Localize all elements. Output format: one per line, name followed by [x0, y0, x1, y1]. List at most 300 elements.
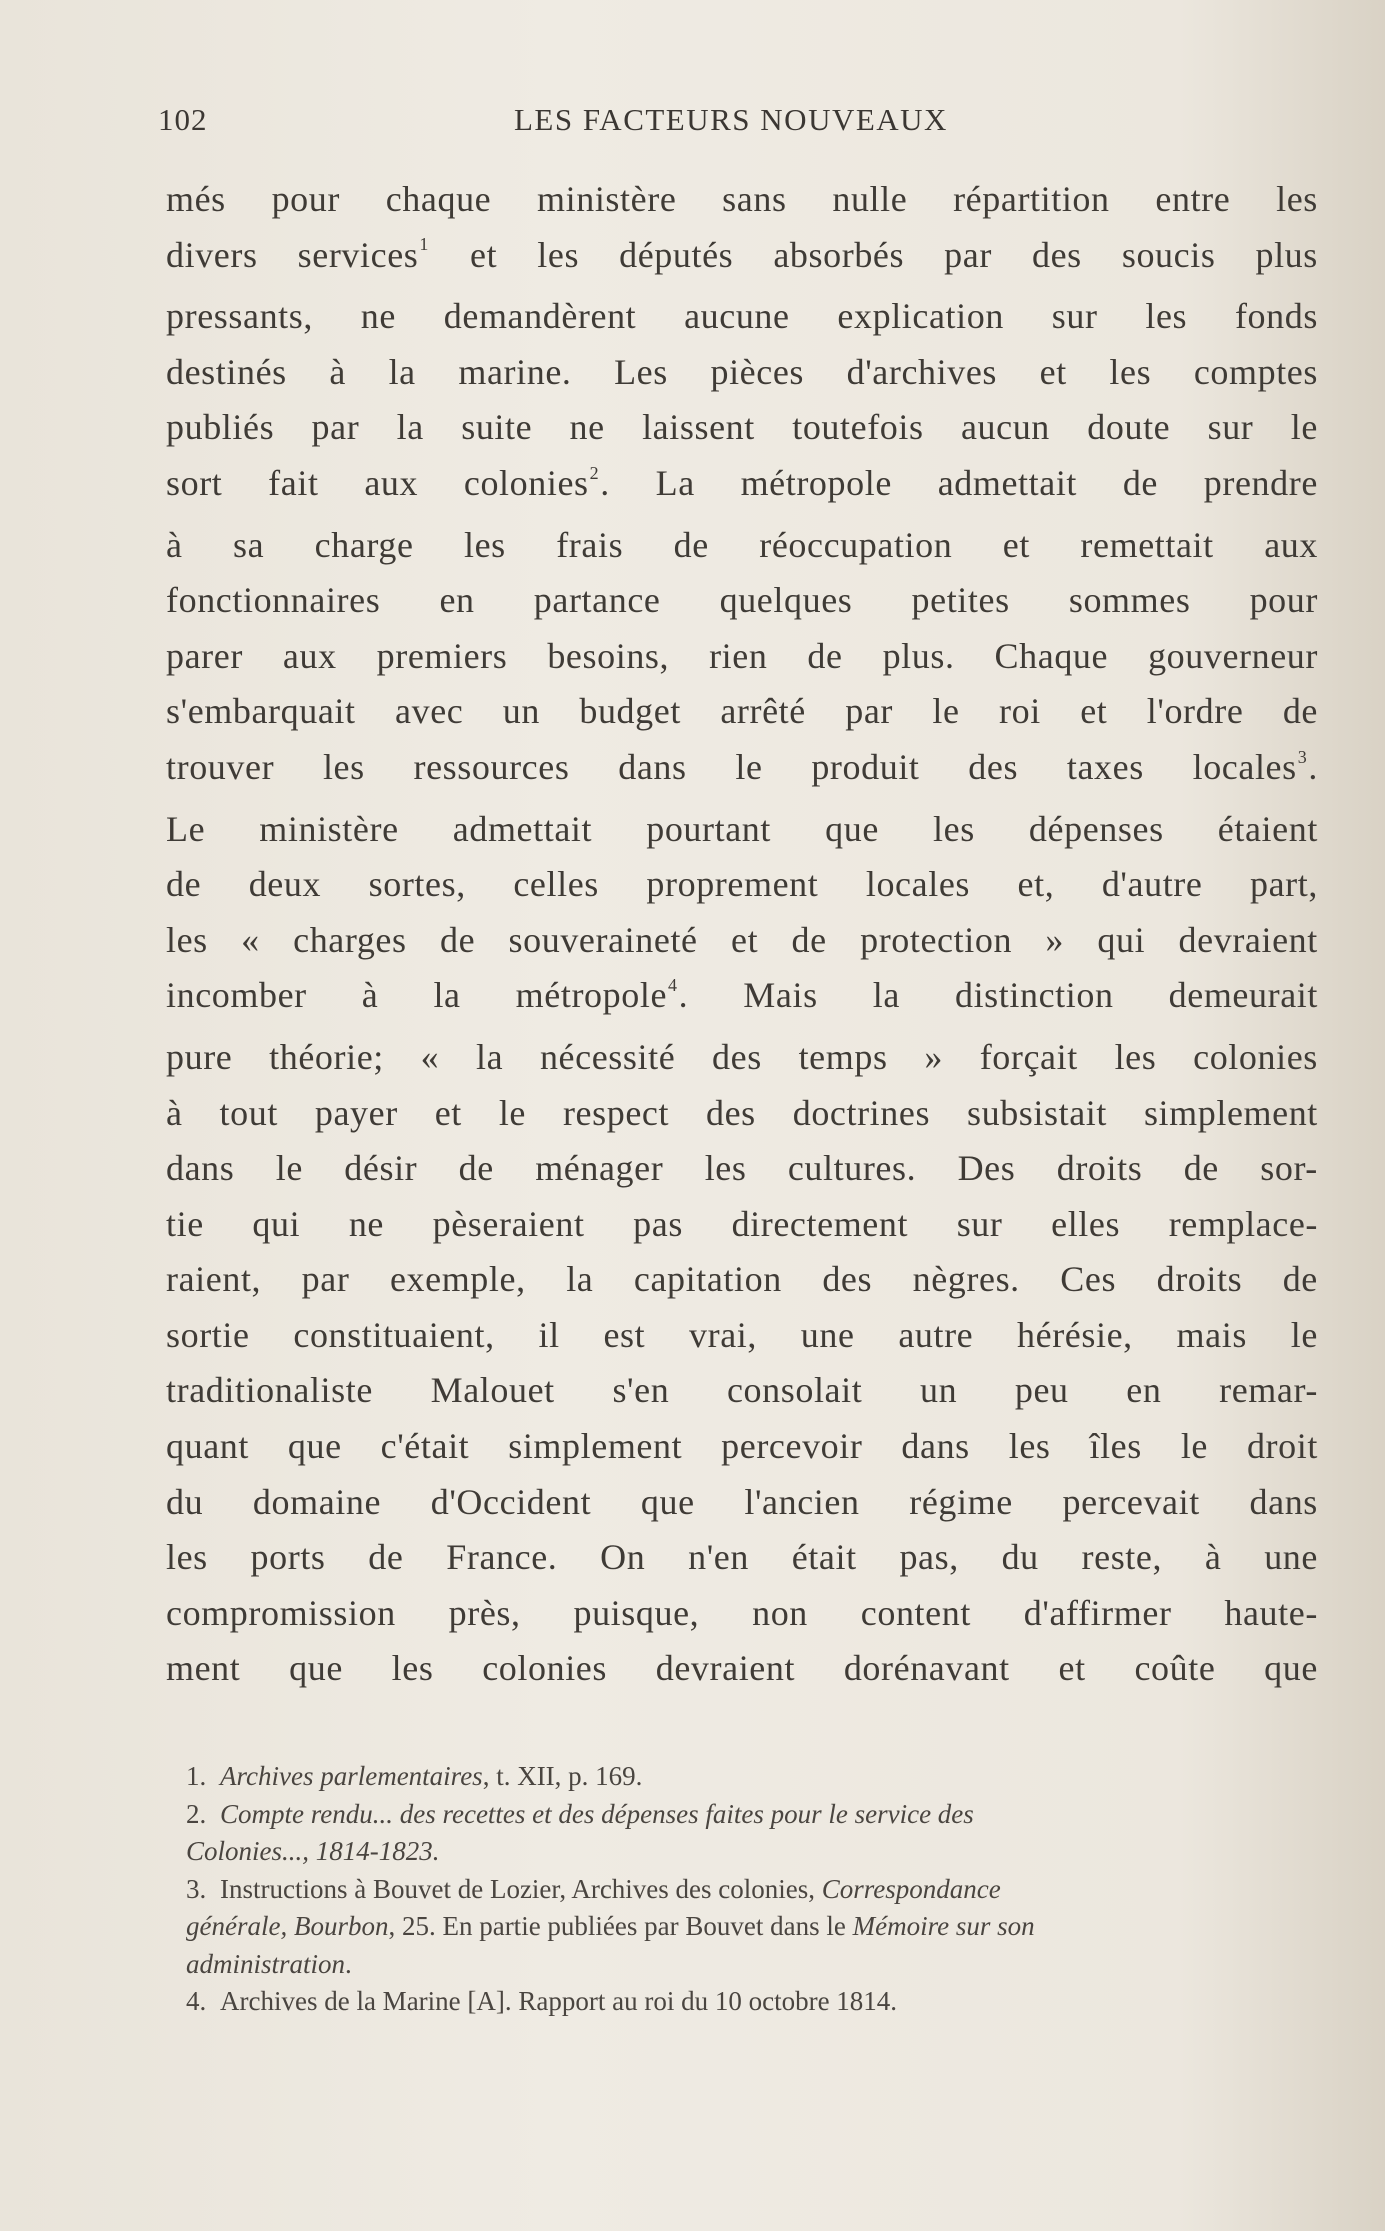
word: pourtant [646, 808, 772, 849]
footnote-3-continued [186, 1908, 1326, 1946]
word: sur [956, 1203, 1003, 1244]
word: elles [1051, 1203, 1121, 1244]
footnote-1 [186, 1758, 1326, 1796]
word: demeurait [1168, 975, 1318, 1016]
word: tout [219, 1092, 278, 1133]
word: de [458, 1148, 494, 1189]
word: les [1008, 1426, 1051, 1467]
word: doctrines [792, 1092, 931, 1133]
word: incomber [166, 975, 307, 1016]
text-line [166, 913, 1318, 969]
word: vrai, [689, 1314, 757, 1355]
word: domaine [252, 1481, 382, 1522]
word: simplement [508, 1426, 683, 1467]
word: avec [395, 691, 464, 732]
word: « [241, 919, 260, 960]
word: d'Occident [430, 1481, 592, 1522]
word: fait [268, 462, 319, 503]
word: cultures. [787, 1148, 917, 1189]
word: peu [1014, 1370, 1069, 1411]
word: quelques [719, 580, 853, 621]
word: et [1002, 524, 1030, 565]
word: Malouet [430, 1370, 555, 1411]
text-line [166, 1086, 1318, 1142]
word: payer [314, 1092, 398, 1133]
word: arrêté [720, 691, 806, 732]
word: que [825, 808, 879, 849]
word: en [439, 580, 475, 621]
word: gouverneur [1148, 635, 1318, 676]
word: et [470, 234, 498, 275]
word: absorbés [773, 234, 905, 275]
word: pure [166, 1036, 233, 1077]
word: députés [619, 234, 734, 275]
word: les [537, 234, 580, 275]
text-line [166, 629, 1318, 685]
word: aux [282, 635, 337, 676]
word: charges [293, 919, 407, 960]
word: doute [1087, 407, 1171, 448]
footnote-4 [186, 1983, 1326, 2021]
word: par [301, 1259, 350, 1300]
word: dans [618, 746, 687, 787]
word: la [396, 407, 424, 448]
word: Les [614, 351, 668, 392]
word: prendre [1203, 462, 1318, 503]
word: charge [314, 524, 414, 565]
footnotes [186, 1758, 1326, 2021]
word: dans [166, 1148, 235, 1189]
word: content [860, 1592, 971, 1633]
word: en [1126, 1370, 1162, 1411]
text-line [166, 1475, 1318, 1531]
word: pas [633, 1203, 683, 1244]
word: haute- [1224, 1592, 1318, 1633]
footnote-text: . [345, 1948, 352, 1979]
footnote-title: générale, Bourbon [186, 1911, 389, 1941]
word: réoccupation [759, 524, 953, 565]
word: métropole$^4$. [515, 975, 689, 1016]
word: sans [722, 179, 787, 219]
word: les [166, 919, 208, 960]
word: puisque, [573, 1592, 700, 1633]
word: les [1145, 296, 1188, 337]
text-line [166, 1419, 1318, 1475]
word: ressources [413, 746, 570, 787]
word: ménager [535, 1148, 664, 1189]
text-line [166, 1030, 1318, 1086]
word: sommes [1068, 580, 1191, 621]
word: un [502, 691, 540, 732]
word: petites [911, 580, 1010, 621]
footnote-text: Archives de la Marine [A]. Rapport au roi du 10 octobre 1814. [220, 1986, 898, 2016]
word: dorénavant [843, 1648, 1010, 1689]
word: divers [166, 234, 258, 275]
word: régime [909, 1481, 1013, 1522]
word: distinction [954, 975, 1114, 1016]
word: compromission [166, 1592, 396, 1633]
text-line [166, 1141, 1318, 1197]
footnote-ref: 4 [668, 975, 678, 996]
word: la [388, 351, 416, 392]
word: de [368, 1537, 404, 1578]
word: dans [901, 1426, 970, 1467]
footnote-title: Correspondance [821, 1873, 1001, 1904]
word: aucun [960, 407, 1050, 448]
word: de [807, 635, 843, 676]
footnote-2-continued [186, 1833, 1326, 1871]
word: directement [731, 1203, 909, 1244]
word: aucune [684, 296, 790, 337]
footnote-ref: 2 [589, 462, 600, 483]
word: d'autre [1101, 864, 1203, 905]
word: parer [166, 635, 243, 676]
text-line [166, 1197, 1318, 1253]
word: part, [1249, 864, 1318, 905]
word: més [166, 179, 226, 219]
word: produit [811, 746, 920, 787]
word: destinés [166, 351, 287, 392]
word: à [361, 975, 379, 1016]
word: sa [233, 524, 265, 565]
word: sor- [1260, 1148, 1318, 1189]
word: nécessité [539, 1036, 676, 1077]
word: la [566, 1259, 594, 1300]
word: plus [1255, 234, 1318, 275]
word: de [166, 864, 202, 905]
word: le [735, 746, 763, 787]
word: locales$^3$. [1192, 746, 1318, 787]
word: souveraineté [508, 919, 698, 960]
word: l'ancien [744, 1481, 860, 1522]
footnote-number: 2. [186, 1798, 207, 1829]
page-header [158, 102, 1158, 146]
word: ministère [537, 179, 677, 219]
word: fonctionnaires [166, 580, 381, 621]
word: constituaient, [293, 1314, 495, 1355]
word: que [287, 1426, 342, 1467]
word: temps [798, 1036, 888, 1077]
word: besoins, [547, 635, 670, 676]
word: dans [1249, 1481, 1318, 1522]
footnote-text: , 25. En partie publiées par Bouvet dans le [388, 1911, 853, 1941]
word: pèseraient [432, 1203, 585, 1244]
word: remplace- [1168, 1203, 1318, 1244]
word: et [1080, 691, 1108, 732]
word: à [329, 351, 346, 392]
text-line [166, 740, 1318, 802]
footnote-number: 3. [186, 1873, 207, 1904]
word: les [166, 1537, 208, 1578]
text-line [166, 573, 1318, 629]
word: On [600, 1537, 646, 1578]
word: colonies [482, 1648, 607, 1689]
text-line [166, 1308, 1318, 1364]
word: soucis [1121, 234, 1216, 275]
word: autre [898, 1314, 974, 1355]
word: plus. [882, 635, 955, 676]
word: trouver [166, 746, 275, 787]
word: près, [448, 1592, 521, 1633]
footnote-text: Compte rendu... des recettes et des dépenses faites pour le service des [220, 1798, 974, 1829]
text-fragment: . [1308, 746, 1318, 787]
word: par [311, 407, 360, 448]
word: le [932, 691, 960, 732]
text-line [166, 456, 1318, 518]
word: une [1264, 1537, 1318, 1578]
word: le [275, 1148, 303, 1189]
word: Mais [743, 975, 818, 1016]
word: du [166, 1481, 204, 1522]
word: le [1290, 1314, 1318, 1355]
footnote-ref: 3 [1297, 746, 1308, 767]
word: pièces [710, 351, 805, 392]
word: de [1183, 1148, 1219, 1189]
word: exemple, [389, 1259, 526, 1300]
word: non [752, 1592, 808, 1633]
word: subsistait [967, 1092, 1108, 1133]
word: et [731, 919, 759, 960]
word: services$^1$ [297, 234, 429, 275]
word: désir [344, 1148, 418, 1189]
word: explication [837, 296, 1004, 337]
text-line [166, 857, 1318, 913]
word: sortes, [368, 864, 466, 905]
text-line [166, 289, 1318, 345]
word: n'en [688, 1537, 749, 1578]
word: par [845, 691, 894, 732]
word: la [872, 975, 900, 1016]
word: Ces [1060, 1259, 1117, 1300]
word: frais [556, 524, 624, 565]
word: des [706, 1092, 756, 1133]
text-line [166, 968, 1318, 1030]
word: le [1290, 407, 1318, 448]
word: proprement [646, 864, 819, 905]
word: laissent [642, 407, 755, 448]
word: remar- [1219, 1370, 1318, 1411]
word: « [420, 1036, 440, 1077]
word: que [1264, 1648, 1318, 1689]
text-line [166, 1363, 1318, 1419]
word: de [1282, 691, 1318, 732]
word: remettait [1080, 524, 1214, 565]
word: locales [865, 864, 971, 905]
word: est [603, 1314, 646, 1355]
footnote-3 [186, 1871, 1326, 1909]
word: et [1058, 1648, 1086, 1689]
word: coûte [1134, 1648, 1216, 1689]
word: » [924, 1036, 943, 1077]
word: Des [957, 1148, 1016, 1189]
word: que [640, 1481, 695, 1522]
word: budget [579, 691, 681, 732]
word: Chaque [994, 635, 1109, 676]
word: fonds [1234, 296, 1318, 337]
word: devraient [1178, 919, 1318, 960]
word: les [322, 746, 365, 787]
word: colonies [1193, 1036, 1318, 1077]
word: les [391, 1648, 434, 1689]
word: pour [1249, 580, 1318, 621]
word: celles [513, 864, 599, 905]
word: traditionaliste [166, 1370, 373, 1411]
word: la [476, 1036, 504, 1077]
word: ne [348, 1203, 385, 1244]
word: La [655, 462, 695, 503]
word: il [538, 1314, 560, 1355]
word: nulle [832, 179, 908, 219]
word: droits [1156, 1259, 1243, 1300]
word: de [673, 524, 709, 565]
word: admettait [937, 462, 1078, 503]
word: rien [709, 635, 768, 676]
text-fragment-group [1297, 747, 1318, 787]
text-line [166, 172, 1318, 228]
word: et, [1017, 864, 1055, 905]
word: les [704, 1148, 747, 1189]
footnote-ref: 1 [419, 234, 429, 255]
footnote-text: , t. XII, p. 169. [482, 1761, 643, 1791]
text-line [166, 518, 1318, 574]
word: à [166, 1092, 183, 1133]
word: droit [1246, 1426, 1318, 1467]
word: la [433, 975, 461, 1016]
word: raient, [166, 1259, 262, 1300]
word: suite [461, 407, 533, 448]
word: du [1001, 1537, 1039, 1578]
page-number: 102 [158, 102, 208, 137]
word: de [1282, 1259, 1318, 1300]
word: consolait [726, 1370, 863, 1411]
word: hérésie, [1017, 1314, 1133, 1355]
word: et [1039, 351, 1067, 392]
word: des [1031, 234, 1082, 275]
word: marine. [458, 351, 572, 392]
word: à [166, 524, 183, 565]
word: d'archives [846, 351, 998, 392]
text-line [166, 1641, 1318, 1697]
word: pressants, [166, 296, 313, 337]
word: le [1180, 1426, 1208, 1467]
word: » [1045, 919, 1065, 960]
word: sur [1051, 296, 1098, 337]
word: simplement [1143, 1092, 1318, 1133]
word: et [434, 1092, 462, 1133]
text-line [166, 802, 1318, 858]
word: droits [1056, 1148, 1143, 1189]
word: qui [1097, 919, 1146, 960]
word: aux [364, 462, 419, 503]
word: les [1276, 179, 1318, 219]
text-line [166, 684, 1318, 740]
word: roi [999, 691, 1041, 732]
footnote-title: Mémoire sur son [852, 1911, 1035, 1941]
word: c'était [380, 1426, 470, 1467]
word: publiés [166, 407, 275, 448]
word: admettait [452, 808, 593, 849]
word: sortie [166, 1314, 250, 1355]
word: percevoir [721, 1426, 863, 1467]
word: nègres. [912, 1259, 1020, 1300]
word: métropole [740, 462, 892, 503]
word: les [933, 808, 975, 849]
word: tie [166, 1203, 204, 1244]
word: deux [248, 864, 322, 905]
word: comptes [1193, 351, 1318, 392]
word: sur [1207, 407, 1254, 448]
word: îles [1089, 1426, 1142, 1467]
word: reste, [1081, 1537, 1163, 1578]
word: de [1122, 462, 1158, 503]
word: partance [533, 580, 661, 621]
text-line [166, 345, 1318, 401]
word: pour [271, 179, 340, 219]
word: premiers [376, 635, 508, 676]
word: étaient [1217, 808, 1318, 849]
word: aux [1264, 524, 1318, 565]
word: à [1204, 1537, 1222, 1578]
word: répartition [953, 179, 1110, 219]
word: théorie; [269, 1036, 384, 1077]
word: devraient [655, 1648, 796, 1689]
word: respect [562, 1092, 670, 1133]
word: l'ordre [1146, 691, 1244, 732]
footnote-number: 4. [186, 1986, 207, 2016]
word: protection [860, 919, 1013, 960]
word: par [944, 234, 992, 275]
footnote-3-continued-2 [186, 1946, 1326, 1984]
word: sort [166, 462, 223, 503]
word: ministère [259, 808, 399, 849]
word: quant [166, 1426, 249, 1467]
body-text [166, 172, 1318, 1697]
word: dépenses [1028, 808, 1164, 849]
word: chaque [385, 179, 492, 219]
running-title: LES FACTEURS NOUVEAUX [514, 102, 948, 137]
word: colonies$^2$. [463, 462, 610, 503]
word: entre [1155, 179, 1231, 219]
word: un [920, 1370, 958, 1411]
word: d'affirmer [1023, 1592, 1172, 1633]
word: de [791, 919, 827, 960]
word: des [712, 1036, 762, 1077]
word: que [289, 1648, 343, 1689]
word: des [968, 746, 1019, 787]
word: ne [569, 407, 605, 448]
word: ment [166, 1648, 241, 1689]
word: toutefois [792, 407, 924, 448]
word: s'embarquait [166, 691, 356, 732]
word: forçait [979, 1036, 1078, 1077]
word: taxes [1066, 746, 1144, 787]
text-line [166, 1586, 1318, 1642]
word: ports [250, 1537, 326, 1578]
word: Le [166, 808, 206, 849]
word: s'en [612, 1370, 670, 1411]
word: pas, [899, 1537, 959, 1578]
word: demandèrent [443, 296, 637, 337]
word: les [463, 524, 506, 565]
word: les [1114, 1036, 1157, 1077]
word: mais [1176, 1314, 1247, 1355]
text-line [166, 1252, 1318, 1308]
word: des [822, 1259, 873, 1300]
word: France. [446, 1537, 558, 1578]
word: une [800, 1314, 855, 1355]
text-line [166, 228, 1318, 290]
word: capitation [633, 1259, 782, 1300]
